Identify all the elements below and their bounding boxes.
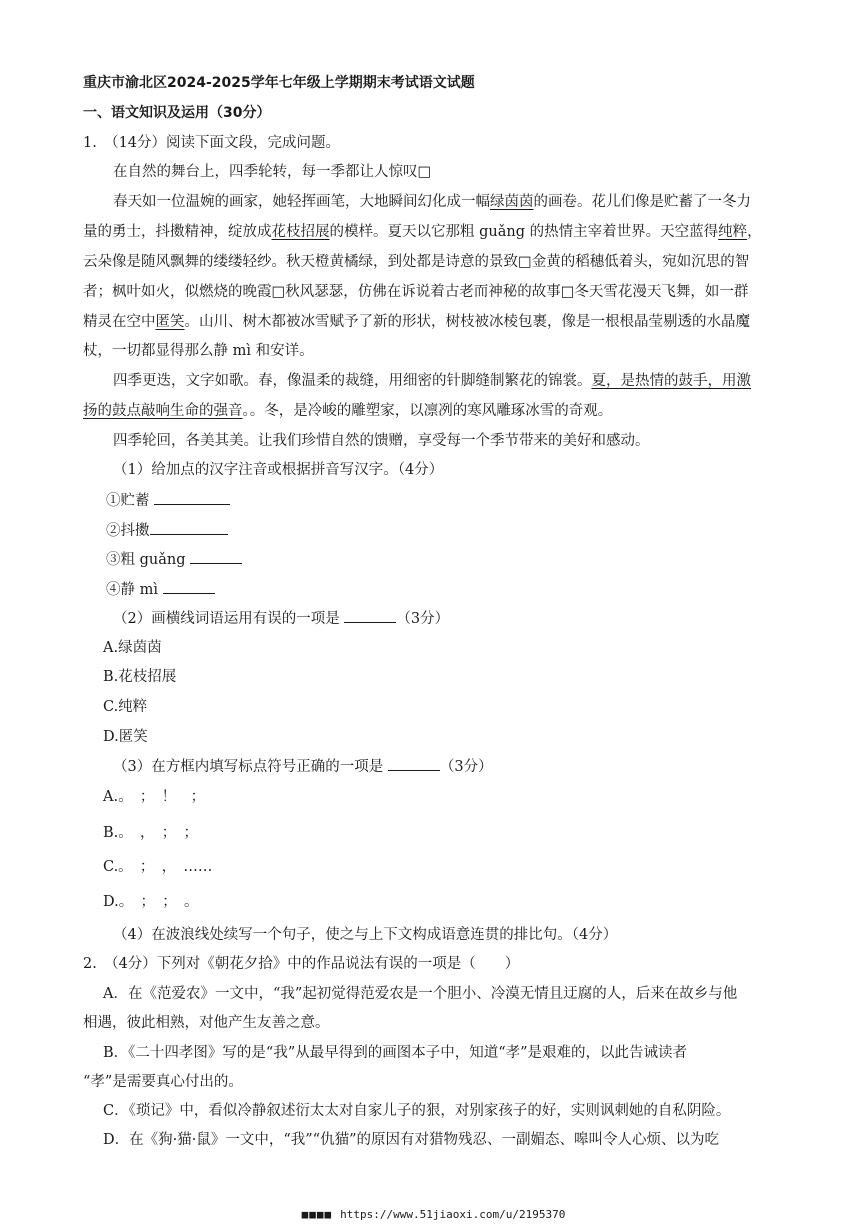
footer-logo: ■■■■ bbox=[301, 1208, 333, 1221]
underlined-word: 花枝招展 bbox=[271, 224, 330, 240]
question-2-stem: 2. （4分）下列对《朝花夕拾》中的作品说法有误的一项是（ ） bbox=[83, 956, 520, 972]
footer-url[interactable]: https://www.51jiaoxi.com/u/2195370 bbox=[340, 1208, 566, 1221]
passage-paragraph-4: 四季轮回，各美其美。让我们珍惜自然的馈赠，享受每一个季节带来的美好和感动。 bbox=[113, 433, 650, 449]
q2-option-c: C．《琐记》中，看似冷静叙述衍太太对自家儿子的狠，对别家孩子的好，实则讽刺她的自私阴险。 bbox=[103, 1103, 731, 1119]
option: B.。 ， ； ； bbox=[103, 825, 199, 841]
sub-question-2: （2）画横线词语运用有误的一项是 （3分） bbox=[113, 608, 813, 629]
underlined-sentence: 扬的鼓点敲响生命的强音 bbox=[83, 403, 243, 419]
option: A.。 ； ！ ； bbox=[103, 789, 206, 805]
sub1-item: ④静 mì bbox=[106, 579, 806, 600]
sub1-item: ②抖擞 bbox=[106, 520, 806, 541]
answer-blank[interactable] bbox=[190, 549, 242, 564]
passage-line: 四季更迭，文字如歌。春，像温柔的裁缝，用细密的针脚缝制繁花的锦裳。夏，是热情的鼓手，用激 bbox=[113, 373, 751, 389]
passage-line: 扬的鼓点敲响生命的强音。。冬，是冷峻的雕塑家，以凛冽的寒风雕琢冰雪的奇观。 bbox=[83, 403, 613, 419]
q2-option-b: B．《二十四孝图》写的是“我”从最早得到的画图本子中，知道“孝”是艰难的，以此告诫读者 bbox=[103, 1045, 688, 1061]
passage-line: 精灵在空中匿笑。山川、树木都被冰雪赋予了新的形状，树枝被冰棱包裹，像是一根根晶莹剔透的水晶魔 bbox=[83, 314, 750, 330]
option: B.花枝招展 bbox=[103, 669, 177, 685]
answer-blank[interactable] bbox=[163, 579, 215, 594]
underlined-word: 绿茵茵 bbox=[490, 194, 534, 210]
option: D.匿笑 bbox=[103, 729, 148, 745]
underlined-word: 匿笑 bbox=[155, 314, 185, 330]
passage-paragraph-1: 在自然的舞台上，四季轮转，每一季都让人惊叹□ bbox=[113, 164, 432, 180]
option: D.。 ； ； 。 bbox=[103, 894, 199, 910]
option: A.绿茵茵 bbox=[103, 640, 162, 656]
q2-option-a: A．在《范爱农》一文中，“我”起初觉得范爱农是一个胆小、冷漠无情且迂腐的人，后来在故乡与他 bbox=[103, 986, 738, 1002]
page-footer bbox=[0, 1208, 867, 1221]
passage-line: 云朵像是随风飘舞的缕缕轻纱。秋天橙黄橘绿，到处都是诗意的景致□金黄的稻穗低着头，宛如沉思的智 bbox=[83, 254, 750, 270]
option: C.纯粹 bbox=[103, 699, 148, 715]
sub-question-3: （3）在方框内填写标点符号正确的一项是 （3分） bbox=[113, 756, 813, 777]
passage-line: 者；枫叶如火，似燃烧的晚霞□秋风瑟瑟，仿佛在诉说着古老而神秘的故事□冬天雪花漫天飞舞，如一群 bbox=[83, 284, 749, 300]
answer-blank[interactable] bbox=[154, 490, 230, 505]
sub-question-4: （4）在波浪线处续写一个句子，使之与上下文构成语意连贯的排比句。（4分） bbox=[113, 927, 618, 943]
option: C.。 ； ， …… bbox=[103, 859, 213, 875]
answer-blank[interactable] bbox=[344, 608, 396, 623]
passage-line: 春天如一位温婉的画家，她轻挥画笔，大地瞬间幻化成一幅绿茵茵的画卷。花儿们像是贮蓄了一冬力 bbox=[113, 194, 751, 210]
answer-blank[interactable] bbox=[388, 756, 440, 771]
underlined-sentence: 夏，是热情的鼓手，用激 bbox=[591, 373, 751, 389]
document-title: 重庆市渝北区2024-2025学年七年级上学期期末考试语文试题 bbox=[83, 75, 475, 91]
answer-blank[interactable] bbox=[150, 520, 228, 535]
sub1-item: ①贮蓄 bbox=[106, 490, 806, 511]
q2-option-b-cont: “孝”是需要真心付出的。 bbox=[83, 1074, 243, 1090]
q2-option-a-cont: 相遇，彼此相熟，对他产生友善之意。 bbox=[83, 1015, 330, 1031]
passage-line: 量的勇士，抖擞精神，绽放成花枝招展的模样。夏天以它那粗 guǎng 的热情主宰着世界。天空蓝得纯粹， bbox=[83, 224, 762, 240]
question-1-stem: 1. （14分）阅读下面文段，完成问题。 bbox=[83, 135, 341, 151]
section-heading: 一、语文知识及运用（30分） bbox=[83, 105, 271, 121]
passage-line: 杖，一切都显得那么静 mì 和安详。 bbox=[83, 343, 314, 359]
q2-option-d: D．在《狗·猫·鼠》一文中，“我”“仇猫”的原因有对猎物残忍、一副媚态、嗥叫令人心烦、以为吃 bbox=[103, 1132, 719, 1148]
sub-question-1: （1）给加点的汉字注音或根据拼音写汉字。（4分） bbox=[113, 462, 444, 478]
sub1-item: ③粗 guǎng bbox=[106, 549, 806, 570]
underlined-word: 纯粹 bbox=[718, 224, 748, 240]
